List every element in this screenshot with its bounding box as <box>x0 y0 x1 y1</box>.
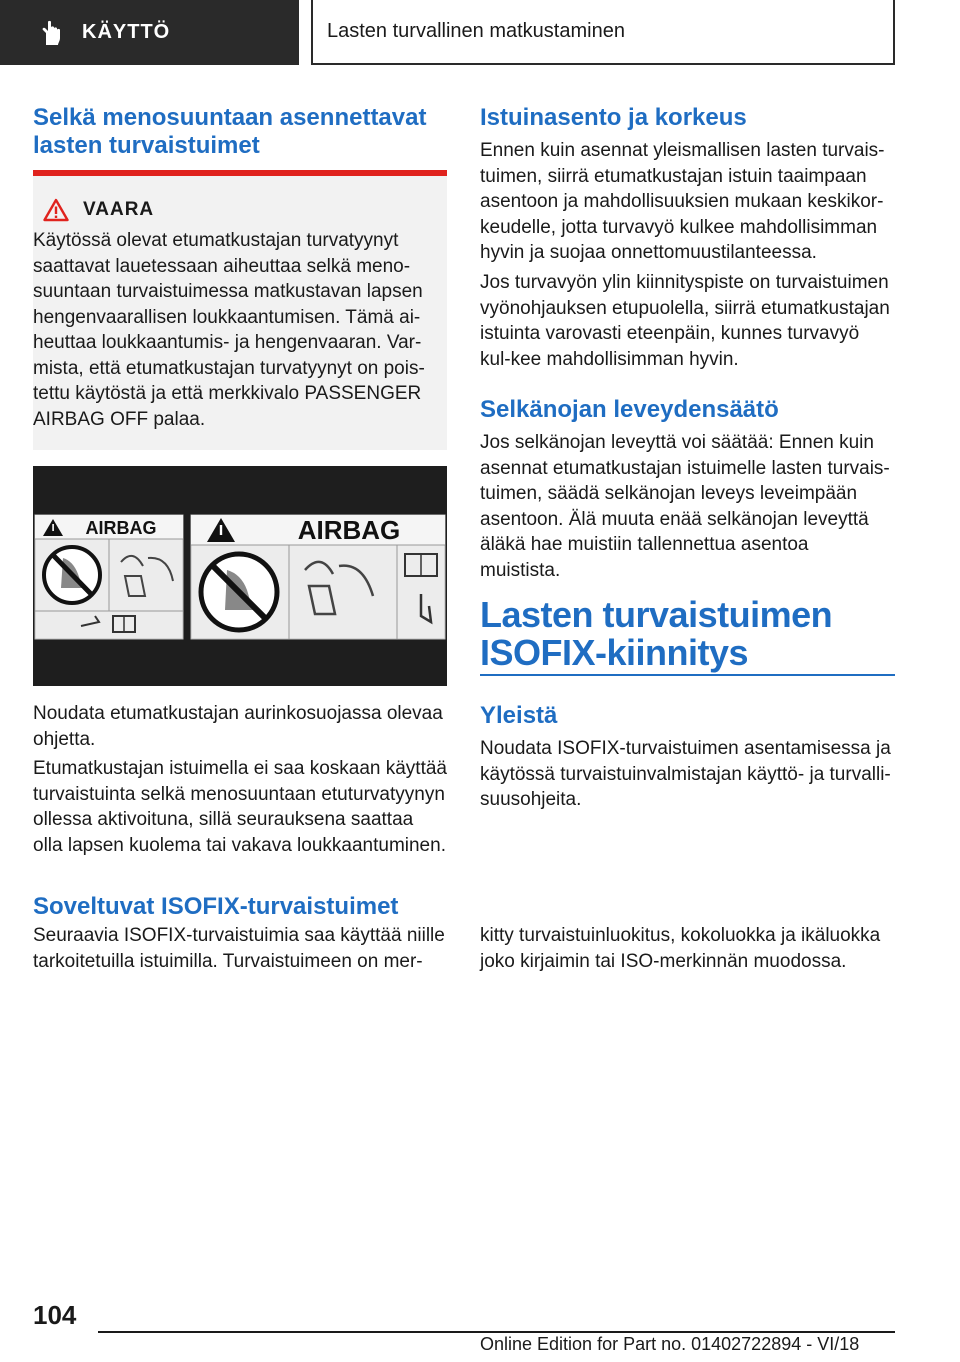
chapter-label: Lasten turvallinen matkustaminen <box>327 20 625 42</box>
warning-header <box>43 198 431 222</box>
section-label: KÄYTTÖ <box>82 21 171 43</box>
paragraph-never-use: Etumatkustajan istuimella ei saa koskaan käyttää turvaistuinta selkä menosuuntaan etuturvatyynyn ollessa aktivoituna, sillä seurauksena saattaa olla lapsen kuolema tai vakava loukkaantuminen. <box>33 758 447 856</box>
chapter-heading-isofix <box>480 596 894 672</box>
paragraph-isofix-seats: Seuraavia ISOFIX-turvaistuimia saa käyttää niille tarkoitetuilla istuimilla. Turvaistuimeen on mer- <box>33 925 445 972</box>
pointing-hand-icon <box>38 19 66 47</box>
heading-general: Yleistä <box>480 702 558 729</box>
paragraph-general: Noudata ISOFIX-turvaistuimen asentamisessa ja käytössä turvaistuinvalmistajan käyttö- ja turvalli-suusohjeita. <box>480 738 891 810</box>
edition-note: Online Edition for Part no. 01402722894 - VI/18 <box>480 1334 860 1354</box>
footer-rule <box>98 1331 895 1333</box>
heading-seat-position: Istuinasento ja korkeus <box>480 104 747 131</box>
paragraph-seat-position: Ennen kuin asennat yleismallisen lasten turvais-tuimen, siirrä etumatkustajan istuin taaimpaan asentoon ja mahdollisuuksien mukaan keskikor-keudelle, jotta turvavyö kulkee mahdollisimman hyvin ja suojaa onnettomuustilanteessa. <box>480 140 885 263</box>
airbag-label-illustration <box>33 466 447 686</box>
heading-rear-facing: Selkä menosuuntaan asennettavat lasten turvaistuimet <box>33 104 427 159</box>
paragraph-classification: kitty turvaistuinluokitus, kokoluokka ja ikäluokka joko kirjaimin tai ISO-merkinnän muodossa. <box>480 925 881 972</box>
section-tab <box>0 0 299 65</box>
chapter-heading-line2: ISOFIX-kiinnitys <box>480 632 749 673</box>
paragraph-belt-anchor: Jos turvavyön ylin kiinnityspiste on turvaistuimen vyönohjauksen etupuolella, siirrä etumatkustajan istuinta varovasti eteenpäin, kunnes turvavyö kul-kee mahdollisimman hyvin. <box>480 272 890 370</box>
airbag-label-right-text: AIRBAG <box>297 515 401 545</box>
heading-suitable-isofix: Soveltuvat ISOFIX-turvaistuimet <box>33 893 399 920</box>
danger-warning-box <box>33 170 447 450</box>
warning-text: Käytössä olevat etumatkustajan turvatyynyt saattavat lauetessaan aiheuttaa selkä meno-suuntaan turvaistuimessa matkustavan lapsen hengenvaarallisen loukkaantumisen. Tämä ai-heuttaa loukkaantumis- ja hengenvaaran. Var-mista, että etumatkustajan turvatyynyt on pois-tettu käytöstä ja että merkkivalo PASSENGER AIRBAG OFF palaa. <box>33 230 425 430</box>
chapter-heading-line1: Lasten turvaistuimen <box>480 594 833 635</box>
airbag-label-left-text: AIRBAG <box>85 518 157 538</box>
airbag-warning-label-image <box>33 466 447 686</box>
paragraph-sunvisor: Noudata etumatkustajan aurinkosuojassa olevaa ohjetta. <box>33 703 443 750</box>
chapter-rule <box>480 674 895 676</box>
heading-backrest-width: Selkänojan leveydensäätö <box>480 396 779 423</box>
paragraph-backrest-width: Jos selkänojan leveyttä voi säätää: Ennen kuin asennat etumatkustajan istuimelle lasten turvais-tuimen, säädä selkänojan leveys leveimpään asentoon. Älä muuta enää selkänojan leveyttä äläkä hae muistiin tallennettua asentoa muistista. <box>480 432 890 581</box>
warning-title: VAARA <box>83 199 155 220</box>
chapter-title <box>311 0 895 65</box>
warning-triangle-icon <box>43 198 69 222</box>
page-number: 104 <box>33 1300 77 1330</box>
